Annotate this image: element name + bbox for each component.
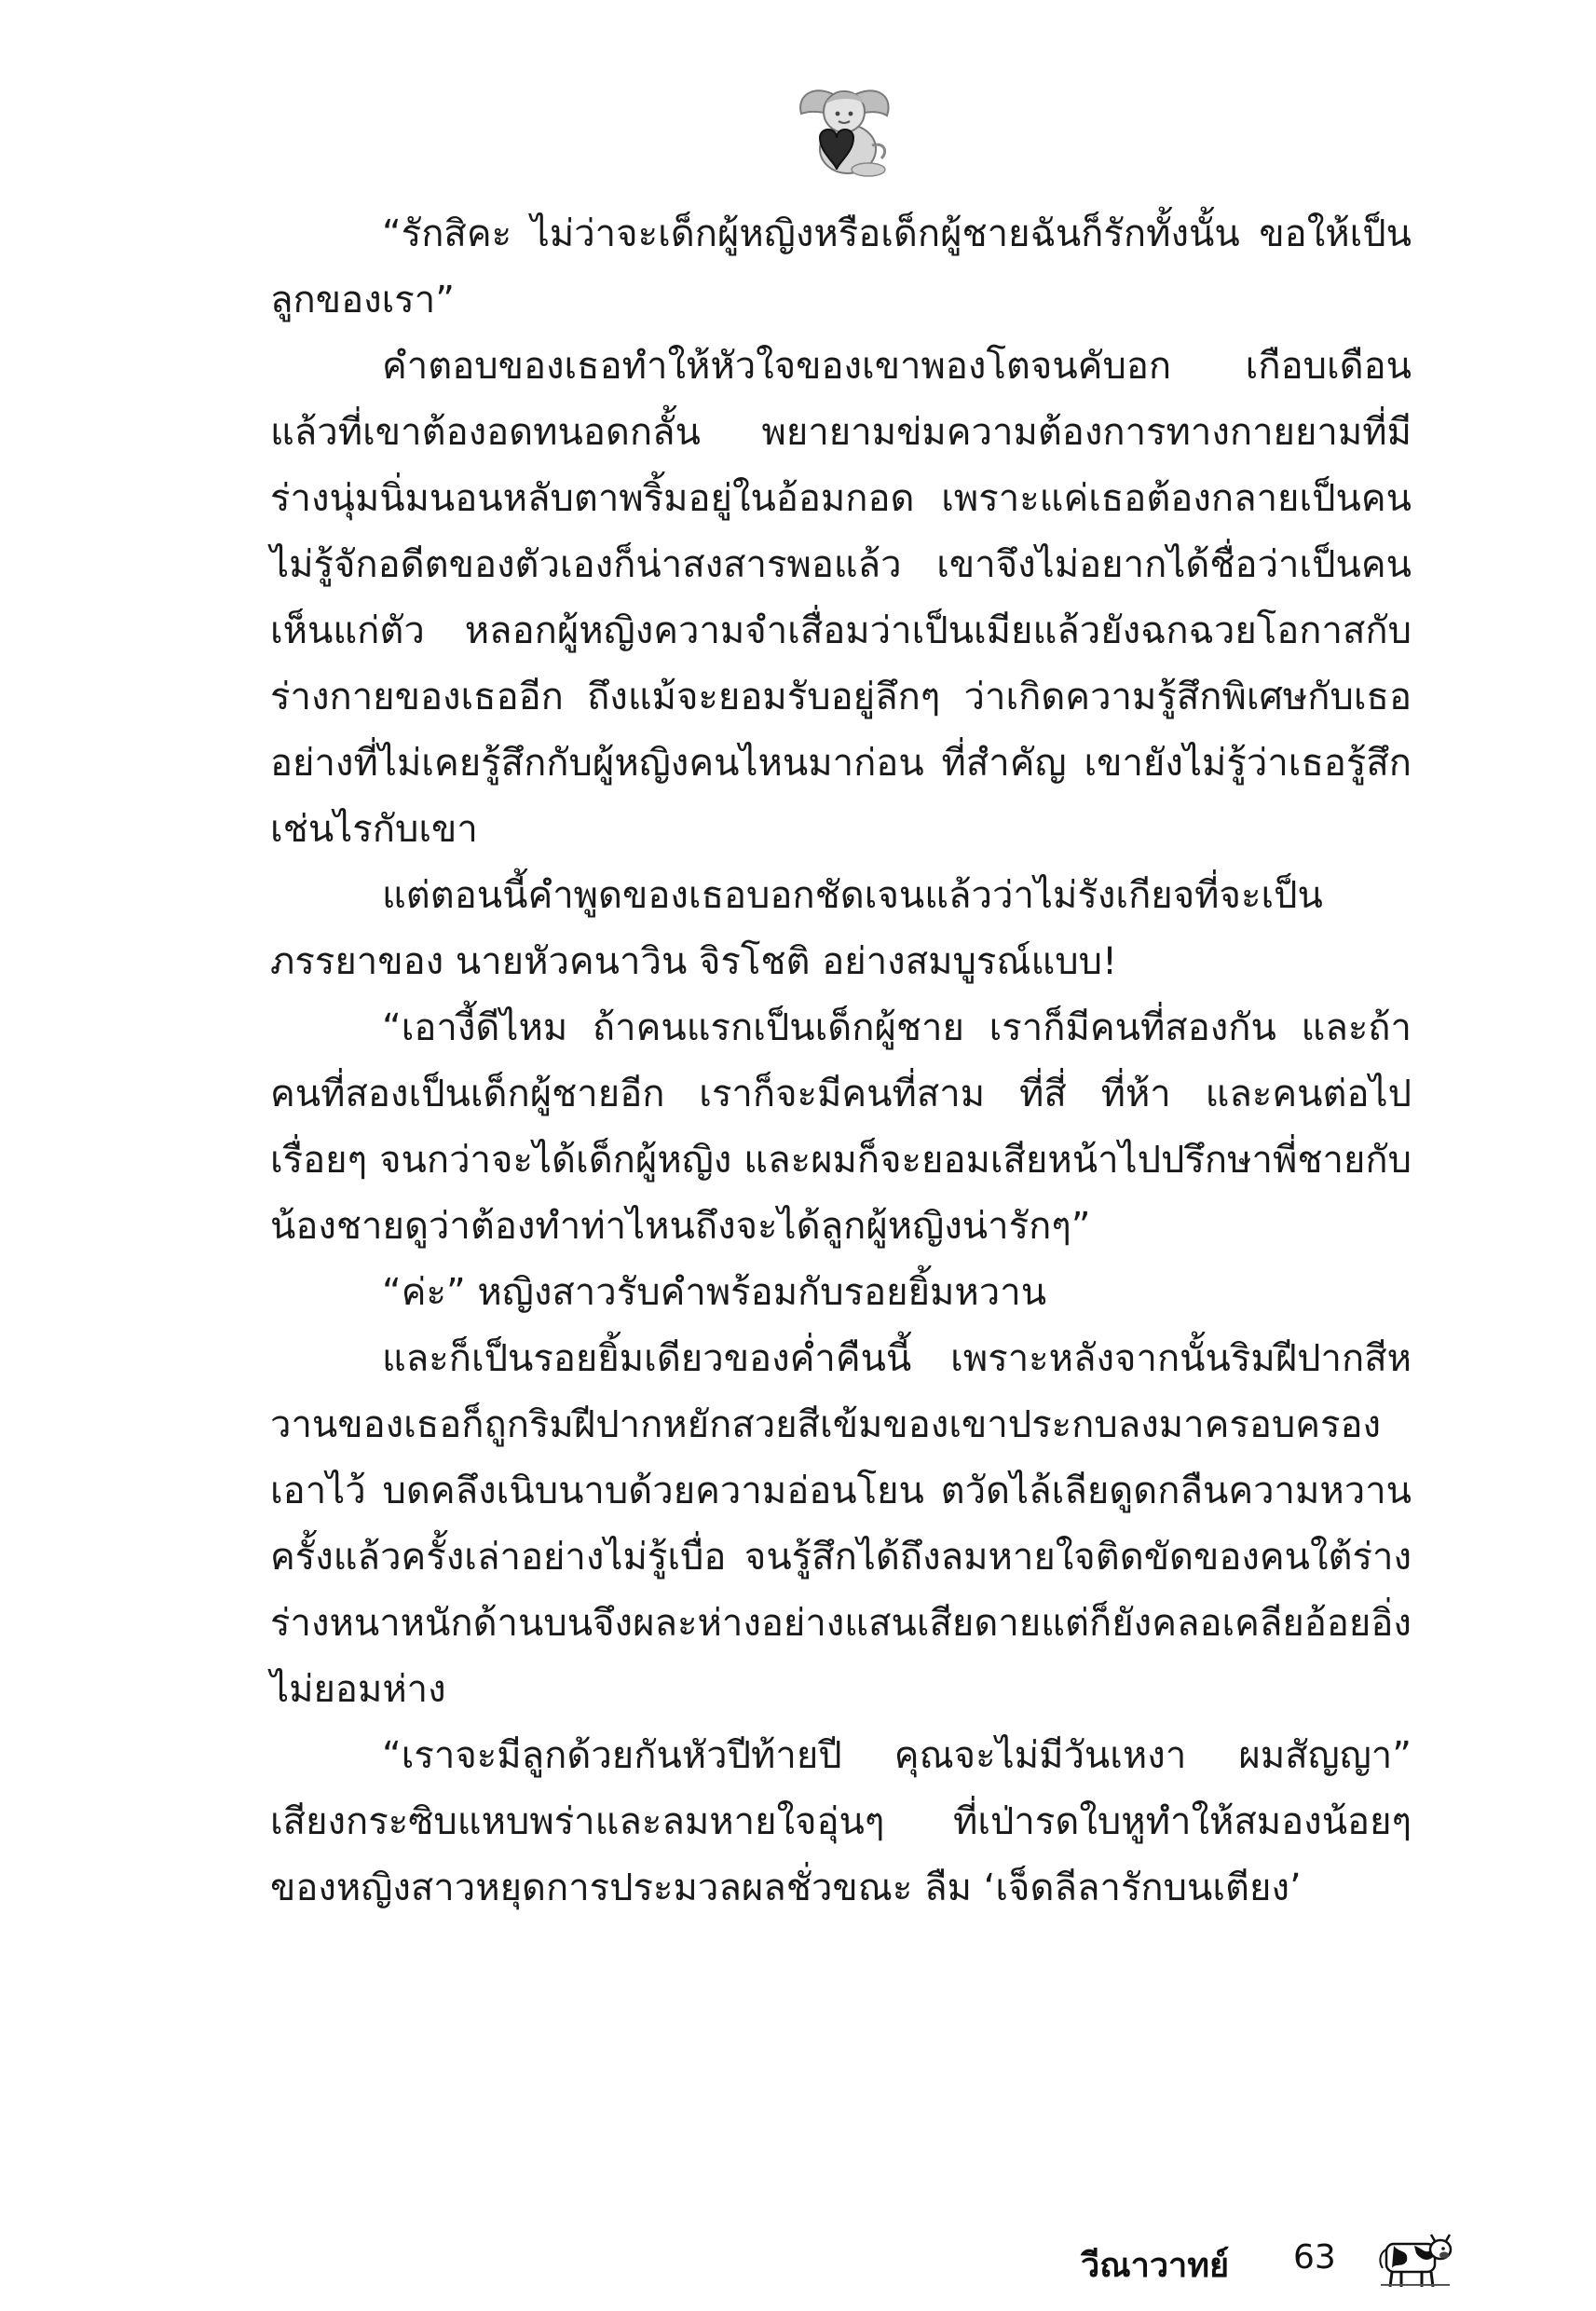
paragraph: “เอางี้ดีไหม ถ้าคนแรกเป็นเด็กผู้ชาย เราก็มีคนที่สองกัน และถ้าคนที่สองเป็นเด็กผู้ชายอีก เราก็จะมีคนที่สาม ที่สี่ ที่ห้า และคนต่อไปเรื่อยๆ จนกว่าจะได้เด็กผู้หญิง และผมก็จะยอมเสียหน้าไปปรึกษาพี่ชายกับน้องชายดูว่าต้องทำท่าไหนถึงจะได้ลูกผู้หญิงน่ารักๆ” xyxy=(270,1006,1412,1248)
paragraph: แต่ตอนนี้คำพูดของเธอบอกชัดเจนแล้วว่าไม่รังเกียจที่จะเป็นภรรยาของ นายหัวคนาวิน จิรโชติ อย่างสมบูรณ์แบบ! xyxy=(270,874,1323,983)
cupid-with-heart-icon xyxy=(783,73,904,185)
paragraph: “เราจะมีลูกด้วยกันหัวปีท้ายปี คุณจะไม่มีวันเหงา ผมสัญญา” เสียงกระซิบแหบพร่าและลมหายใจอุ่นๆ ที่เป่ารดใบหูทำให้สมองน้อยๆ ของหญิงสาวหยุดการประมวลผลชั่วขณะ ลืม ‘เจ็ดลีลารักบนเตียง’ xyxy=(270,1734,1412,1909)
paragraph: และก็เป็นรอยยิ้มเดียวของค่ำคืนนี้ เพราะหลังจากนั้นริมฝีปากสีหวานของเธอก็ถูกริมฝีปากหยักสวยสีเข้มของเขาประกบลงมาครอบครองเอาไว้ บดคลึงเนิบนาบด้วยความอ่อนโยน ตวัดไล้เลียดูดกลืนความหวานครั้งแล้วครั้งเล่าอย่างไม่รู้เบื่อ จนรู้สึกได้ถึงลมหายใจติดขัดของคนใต้ร่าง ร่างหนาหนักด้านบนจึงผละห่างอย่างแสนเสียดายแต่ก็ยังคลอเคลียอ้อยอิ่งไม่ยอมห่าง xyxy=(270,1337,1412,1711)
book-title: วีณาวาทย์ xyxy=(1081,2247,1230,2285)
page-footer xyxy=(1053,2225,1453,2309)
paragraph: คำตอบของเธอทำให้หัวใจของเขาพองโตจนคับอก เกือบเดือนแล้วที่เขาต้องอดทนอดกลั้น พยายามข่มความต้องการทางกายยามที่มีร่างนุ่มนิ่มนอนหลับตาพริ้มอยู่ในอ้อมกอด เพราะแค่เธอต้องกลายเป็นคนไม่รู้จักอดีตของตัวเองก็น่าสงสารพอแล้ว เขาจึงไม่อยากได้ชื่อว่าเป็นคนเห็นแก่ตัว หลอกผู้หญิงความจำเสื่อมว่าเป็นเมียแล้วยังฉกฉวยโอกาสกับร่างกายของเธออีก ถึงแม้จะยอมรับอยู่ลึกๆ ว่าเกิดความรู้สึกพิเศษกับเธออย่างที่ไม่เคยรู้สึกกับผู้หญิงคนไหนมาก่อน ที่สำคัญ เขายังไม่รู้ว่าเธอรู้สึกเช่นไรกับเขา xyxy=(270,345,1412,851)
page-number: 63 xyxy=(1293,2238,1336,2277)
body-text xyxy=(270,201,1412,1921)
paragraph: “ค่ะ” หญิงสาวรับคำพร้อมกับรอยยิ้มหวาน xyxy=(382,1271,1047,1314)
cow-icon xyxy=(1377,2225,1453,2290)
paragraph: “รักสิคะ ไม่ว่าจะเด็กผู้หญิงหรือเด็กผู้ชายฉันก็รักทั้งนั้น ขอให้เป็นลูกของเรา” xyxy=(270,212,1412,321)
